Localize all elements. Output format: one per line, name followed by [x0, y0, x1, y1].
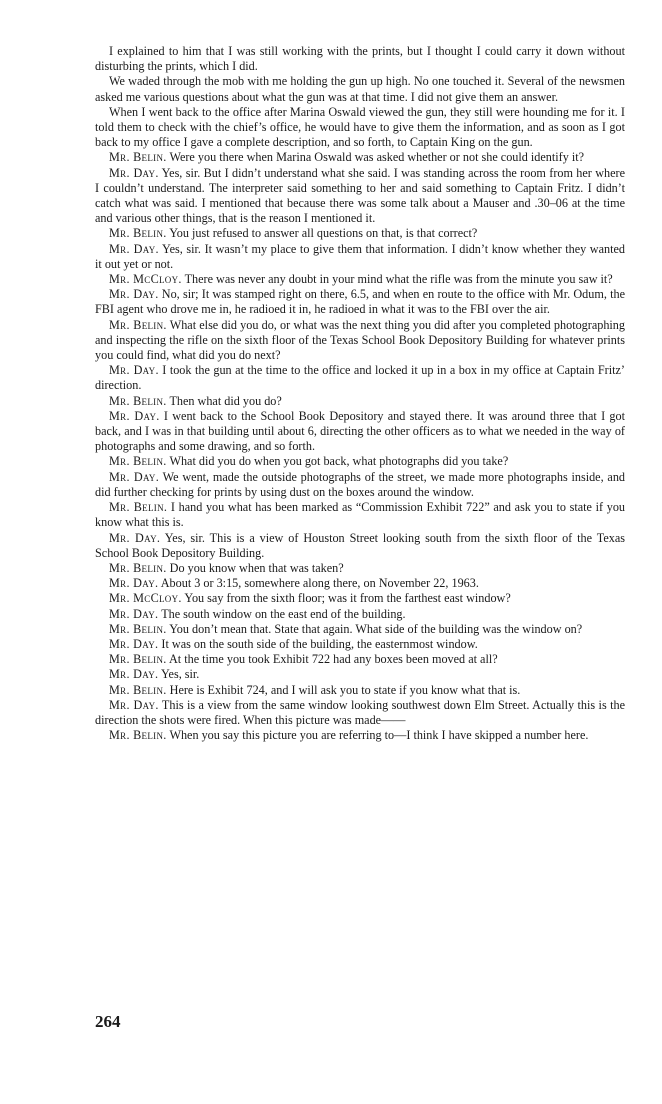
speaker: Mr. Day. — [109, 606, 159, 621]
paragraph — [95, 74, 625, 104]
speaker: Mr. McCloy. — [109, 272, 182, 287]
paragraph-text: Here is Exhibit 724, and I will ask you to state if you know what that is. — [169, 682, 521, 697]
paragraph — [95, 576, 625, 591]
paragraph — [95, 667, 625, 682]
paragraph — [95, 454, 625, 469]
speaker: Mr. McCloy. — [109, 591, 182, 606]
speaker: Mr. Belin. — [109, 500, 168, 515]
paragraph-text: Yes, sir. This is a view of Houston Street looking south from the sixth floor of the Texas School Book Depository Building. — [95, 530, 625, 560]
paragraph — [95, 363, 625, 393]
document-body — [95, 44, 625, 743]
paragraph — [95, 531, 625, 561]
speaker: Mr. Belin. — [109, 682, 167, 697]
paragraph-text: We went, made the outside photographs of the street, we made more photographs inside, and did further checking for prints by using dust on the boxes around the window. — [95, 469, 626, 499]
speaker: Mr. Day. — [109, 408, 160, 423]
paragraph — [95, 409, 625, 455]
paragraph — [95, 166, 625, 227]
speaker: Mr. Day. — [109, 241, 159, 256]
paragraph-text: I explained to him that I was still working with the prints, but I thought I could carry it down without disturbing the prints, which I did. — [95, 44, 625, 74]
paragraph-text: I hand you what has been marked as “Commission Exhibit 722” and ask you to state if you know what this is. — [95, 500, 626, 530]
paragraph — [95, 652, 625, 667]
paragraph-text: When I went back to the office after Marina Oswald viewed the gun, they still were hounding me for it. I told them to check with the chief’s office, he would have to give them the information, and as soon as I got back to my office I gave a complete description, and so forth, to Captain King on the gun. — [95, 104, 625, 150]
speaker: Mr. Day. — [109, 697, 159, 712]
speaker: Mr. Belin. — [109, 454, 167, 469]
paragraph-text: Yes, sir. It wasn’t my place to give them that information. I didn’t know whether they wanted it out yet or not. — [95, 241, 625, 271]
speaker: Mr. Belin. — [109, 150, 167, 165]
paragraph-text: There was never any doubt in your mind what the rifle was from the minute you saw it? — [184, 272, 613, 287]
paragraph — [95, 44, 625, 74]
paragraph-text: We waded through the mob with me holding the gun up high. No one touched it. Several of the newsmen asked me various questions about what the gun was at that time. I did not give them an answer. — [95, 74, 625, 104]
paragraph-text: When you say this picture you are referring to—I think I have skipped a number here. — [169, 728, 589, 743]
paragraph-text: This is a view from the same window looking southwest down Elm Street. Actually this is the direction the shots were fired. When this picture was made—— — [95, 697, 625, 727]
paragraph-text: Do you know when that was taken? — [169, 560, 344, 575]
paragraph-text: You just refused to answer all questions on that, is that correct? — [169, 226, 478, 241]
paragraph — [95, 622, 625, 637]
speaker: Mr. Belin. — [109, 226, 167, 241]
speaker: Mr. Day. — [109, 363, 159, 378]
paragraph-text: Then what did you do? — [169, 393, 282, 408]
paragraph-text: What else did you do, or what was the next thing you did after you completed photographing and inspecting the rifle on the sixth floor of the Texas School Book Depository Building for whatever prints you could find, what did you do next? — [95, 317, 625, 363]
speaker: Mr. Day. — [109, 576, 159, 591]
paragraph-text: I took the gun at the time to the office and locked it up in a box in my office at Captain Fritz’ direction. — [95, 363, 625, 393]
paragraph — [95, 591, 625, 606]
speaker: Mr. Belin. — [109, 393, 167, 408]
speaker: Mr. Day. — [109, 667, 159, 682]
paragraph — [95, 287, 625, 317]
page-number: 264 — [95, 1012, 121, 1031]
paragraph — [95, 242, 625, 272]
paragraph-text: I went back to the School Book Depository and stayed there. It was around three that I got back, and I was in that building until about 6, directing the other officers as to what we needed in the way of photographs and some drawing, and so forth. — [95, 408, 626, 454]
paragraph-text: Yes, sir. But I didn’t understand what she said. I was standing across the room from her where I couldn’t understand. The interpreter said something to her and said something to Captain Fritz. I didn’t catch what was said. I mentioned that because there was some talk about a Mauser and .30–06 at the time and various other things, that is the reason I mentioned it. — [95, 165, 625, 226]
paragraph — [95, 683, 625, 698]
speaker: Mr. Belin. — [109, 728, 167, 743]
paragraph — [95, 698, 625, 728]
paragraph-text: No, sir; It was stamped right on there, 6.5, and when en route to the office with Mr. Odum, the FBI agent who drove me in, he radioed it in, he radioed in what it was to the FBI over the air. — [95, 287, 626, 317]
paragraph — [95, 272, 625, 287]
speaker: Mr. Day. — [109, 287, 159, 302]
speaker: Mr. Day. — [109, 165, 159, 180]
paragraph — [95, 607, 625, 622]
speaker: Mr. Belin. — [109, 621, 167, 636]
paragraph — [95, 728, 625, 743]
paragraph — [95, 394, 625, 409]
paragraph-text: What did you do when you got back, what photographs did you take? — [169, 454, 509, 469]
paragraph-text: It was on the south side of the building, the easternmost window. — [161, 636, 478, 651]
paragraph-text: You say from the sixth floor; was it from the farthest east window? — [184, 591, 511, 606]
speaker: Mr. Belin. — [109, 652, 167, 667]
paragraph-text: Were you there when Marina Oswald was asked whether or not she could identify it? — [169, 150, 585, 165]
paragraph — [95, 500, 625, 530]
paragraph — [95, 637, 625, 652]
paragraph-text: Yes, sir. — [160, 667, 200, 682]
speaker: Mr. Day. — [109, 469, 160, 484]
paragraph — [95, 318, 625, 364]
speaker: Mr. Day. — [109, 530, 161, 545]
paragraph — [95, 470, 625, 500]
paragraph-text: At the time you took Exhibit 722 had any boxes been moved at all? — [168, 652, 498, 667]
paragraph-text: About 3 or 3:15, somewhere along there, on November 22, 1963. — [160, 576, 479, 591]
paragraph-text: The south window on the east end of the building. — [161, 606, 406, 621]
paragraph — [95, 226, 625, 241]
paragraph-text: You don’t mean that. State that again. What side of the building was the window on? — [169, 621, 583, 636]
speaker: Mr. Day. — [109, 636, 159, 651]
paragraph — [95, 150, 625, 165]
speaker: Mr. Belin. — [109, 560, 167, 575]
paragraph — [95, 561, 625, 576]
speaker: Mr. Belin. — [109, 317, 167, 332]
paragraph — [95, 105, 625, 151]
